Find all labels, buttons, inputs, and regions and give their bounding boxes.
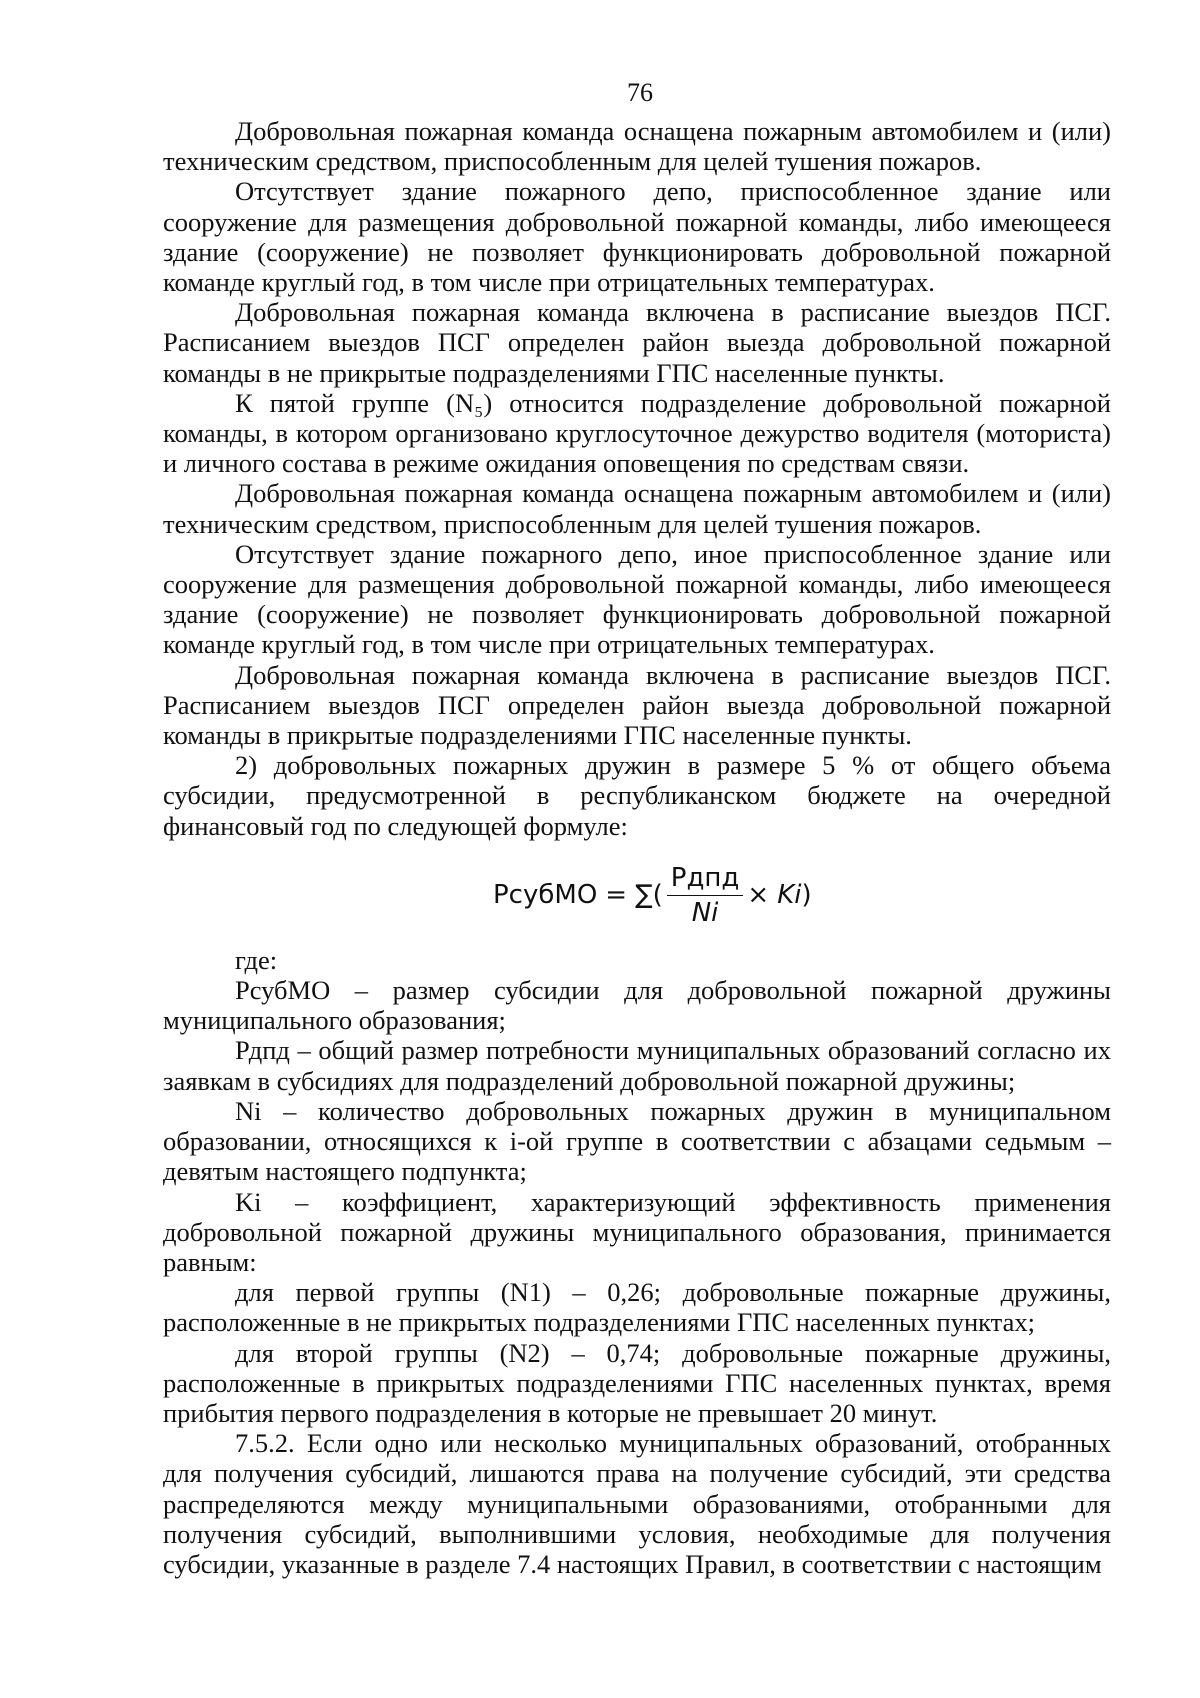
- paragraph: Отсутствует здание пожарного депо, приспособленное здание или сооружение для размещения добровольной пожарной команды, либо имеющееся здание (сооружение) не позволяет функционировать добровольной пожарной команде круглый год, в том числе при отрицательных температурах.: [163, 176, 1111, 298]
- paragraph: Добровольная пожарная команда оснащена пожарным автомобилем и (или) техническим средством, приспособленным для целей тушения пожаров.: [163, 116, 1111, 177]
- formula-lhs: РсубМО: [493, 880, 598, 911]
- page-number: 76: [627, 78, 653, 107]
- formula-numerator: Рдпд: [667, 863, 744, 896]
- formula-fraction: [667, 863, 744, 928]
- paragraph: 7.5.2. Если одно или несколько муниципальных образований, отобранных для получения субсидий, лишаются права на получение субсидий, эти средства распределяются между муниципальными образованиями, отобранными для получения субсидий, выполнившими условия, необходимые для получения субсидии, указанные в разделе 7.4 настоящих Правил, в соответствии с настоящим: [163, 1428, 1111, 1579]
- paragraph: 2) добровольных пожарных дружин в размере 5 % от общего объема субсидии, предусмотренной в республиканском бюджете на очередной финансовый год по следующей формуле:: [163, 750, 1111, 841]
- paragraph: Добровольная пожарная команда включена в расписание выездов ПСГ. Расписанием выездов ПСГ определен район выезда добровольной пожарной команды в прикрытые подразделениями ГПС населенные пункты.: [163, 659, 1111, 751]
- formula-expression: [493, 863, 812, 928]
- paragraph: для второй группы (N2) – 0,74; добровольные пожарные дружины, расположенные в прикрытых подразделениями ГПС населенных пунктах, время прибытия первого подразделения в которые не превышает 20 минут.: [163, 1337, 1111, 1428]
- formula-equals: =: [605, 880, 628, 911]
- paragraph: для первой группы (N1) – 0,26; добровольные пожарные дружины, расположенные в не прикрытых подразделениями ГПС населенных пунктах;: [163, 1277, 1111, 1338]
- paragraph: Ni – количество добровольных пожарных дружин в муниципальном образовании, относящихся к i-ой группе в соответствии с абзацами седьмым – девятым настоящего подпункта;: [163, 1095, 1111, 1187]
- formula-close: ): [801, 880, 812, 911]
- where-label: где:: [235, 944, 278, 975]
- formula-factor: Ki: [777, 880, 802, 911]
- subsidy-formula: [163, 853, 1111, 945]
- formula-denominator: Ni: [691, 897, 719, 928]
- paragraph: РсубМО – размер субсидии для добровольной пожарной дружины муниципального образования;: [163, 975, 1111, 1036]
- paragraph: Добровольная пожарная команда включена в расписание выездов ПСГ. Расписанием выездов ПСГ определен район выезда добровольной пожарной команды в не прикрытые подразделениями ГПС населенные пункты.: [163, 297, 1111, 388]
- paragraph: Добровольная пожарная команда оснащена пожарным автомобилем и (или) техническим средством, приспособленным для целей тушения пожаров.: [163, 478, 1111, 539]
- document-body: [163, 116, 1111, 1579]
- paragraph: Ki – коэффициент, характеризующий эффективность применения добровольной пожарной дружины муниципального образования, принимается равным:: [163, 1186, 1111, 1277]
- paragraph: К пятой группе (N₅) относится подразделение добровольной пожарной команды, в котором организовано круглосуточное дежурство водителя (моториста) и личного состава в режиме ожидания оповещения по средствам связи.: [163, 387, 1111, 479]
- paragraph: Рдпд – общий размер потребности муниципальных образований согласно их заявкам в субсидиях для подразделений добровольной пожарной дружины;: [163, 1035, 1111, 1096]
- paragraph: Отсутствует здание пожарного депо, иное приспособленное здание или сооружение для размещения добровольной пожарной команды, либо имеющееся здание (сооружение) не позволяет функционировать добровольной пожарной команде круглый год, в том числе при отрицательных температурах.: [163, 538, 1111, 660]
- formula-sum: ∑(: [635, 880, 663, 911]
- formula-times: ×: [747, 880, 770, 911]
